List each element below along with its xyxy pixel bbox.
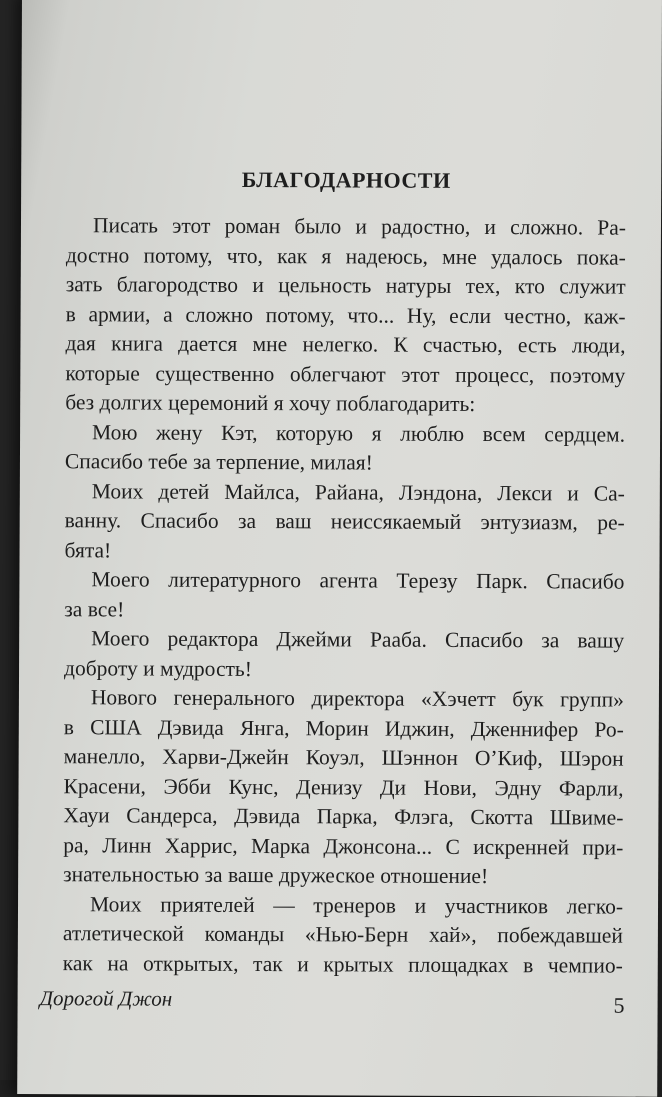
text-line: атлетической команды «Нью-Берн хай», побеждавшей	[62, 921, 623, 948]
page-number: 5	[613, 992, 625, 1018]
page-footer	[39, 986, 625, 1018]
chapter-heading: БЛАГОДАРНОСТИ	[241, 166, 451, 193]
text-line: Хауи Сандерса, Дэвида Парка, Флэга, Скотта Швиме-	[63, 803, 624, 830]
text-line: Мою жену Кэт, которую я люблю всем сердцем.	[92, 419, 626, 447]
text-line: Спасибо тебе за терпение, милая!	[64, 449, 373, 475]
running-title: Дорогой Джон	[39, 986, 173, 1011]
text-line: ванну. Спасибо за ваш неиссякаемый энтузиазм, ре-	[64, 508, 625, 535]
page-text	[63, 164, 627, 980]
text-line: знательностью за ваше дружеское отношение!	[63, 862, 489, 889]
body-text	[63, 211, 626, 980]
text-line: доброту и мудрость!	[64, 655, 252, 681]
text-line: без долгих церемоний я хочу поблагодарить:	[65, 390, 476, 416]
text-line: Красени, Эбби Кунс, Денизу Ди Нови, Эдну Фарли,	[63, 773, 624, 801]
text-line: в США Дэвида Янга, Морин Иджин, Дженнифер Ро-	[63, 714, 624, 742]
text-line: за все!	[64, 596, 125, 621]
text-line: достно потому, что, как я надеюсь, мне удалось пока-	[65, 242, 626, 270]
book-page	[17, 0, 662, 1097]
text-line: как на открытых, так и крытых площадках в чемпио-	[62, 950, 623, 978]
text-line: в армии, а сложно потому, что... Ну, если честно, каж-	[65, 301, 626, 329]
text-line: ра, Линн Харрис, Марка Джонсона... С искренней при-	[63, 832, 624, 860]
text-line: зать благородство и цельность натуры тех, кто служит	[65, 272, 626, 299]
text-line: Моего литературного агента Терезу Парк. Спасибо	[91, 567, 625, 594]
text-line: Нового генерального директора «Хэчетт бук групп»	[90, 685, 624, 712]
text-line: Моего редактора Джейми Рааба. Спасибо за вашу	[91, 626, 625, 653]
text-line: Моих детей Майлса, Райана, Лэндона, Лекси и Са-	[91, 478, 625, 506]
text-line: Моих приятелей — тренеров и участников легко-	[89, 891, 624, 919]
text-line: дая книга дается мне нелегко. К счастью, есть люди,	[65, 331, 626, 358]
text-line: бята!	[64, 537, 112, 562]
text-line: которые существенно облегчают этот процесс, поэтому	[65, 360, 626, 388]
text-line: манелло, Харви-Джейн Коуэл, Шэннон О’Киф, Шэрон	[63, 744, 624, 771]
text-line: Писать этот роман было и радостно, и сложно. Ра-	[92, 213, 627, 240]
